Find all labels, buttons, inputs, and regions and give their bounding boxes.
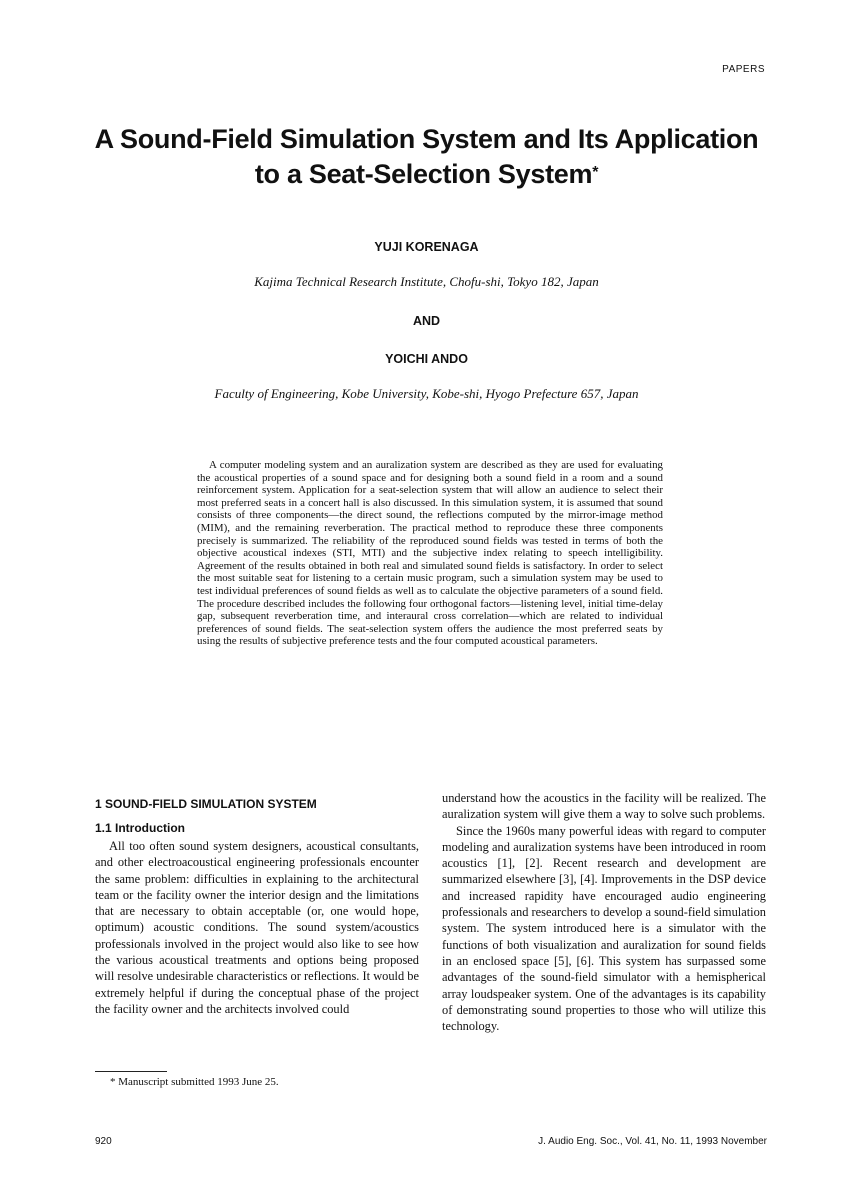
subsection-heading: 1.1 Introduction: [95, 821, 185, 835]
author-conjunction: AND: [412, 314, 441, 328]
body-paragraph: All too often sound system designers, acoustical consultants, and other electroacoustical engineering professionals encounter the same problem: difficulties in explaining to the architectural team or the facility owner the interior design and the limitations that are necessary to obtain acceptable (or, one would hope, optimum) acoustic conditions. The sound system/acoustics professionals involved in the project would also like to see how the various acoustical treatments and options being proposed will resolve undesirable characteristics or reflections. It would be extremely helpful if during the conceptual phase of the project the facility owner and the architects involved could: [95, 839, 419, 1016]
paper-title: [60, 122, 793, 192]
title-line-1: A Sound-Field Simulation System and Its Application: [94, 124, 759, 154]
body-paragraph: Since the 1960s many powerful ideas with regard to computer modeling and auralization systems have been introduced in room acoustics [1], [2]. Recent research and development are summarized elsewhere [3], [4]. Improvements in the DSP device and increased rapidity have encouraged audio engineering professionals and researchers to develop a sound-field simulation system. The system introduced here is a simulator with the functions of both visualization and auralization for sound fields in an enclosed space [5], [6]. This system has surpassed some advantages of the sound-field simulator with a hemispherical array loudspeaker system. One of the advantages is its capability of demonstrating sound properties to those who will utilize this technology.: [442, 823, 766, 1034]
title-footnote-marker: *: [592, 164, 599, 181]
footnote-divider: [95, 1071, 167, 1072]
footnote: * Manuscript submitted 1993 June 25.: [110, 1076, 279, 1088]
title-line-2: [60, 157, 793, 192]
section-heading: 1 SOUND-FIELD SIMULATION SYSTEM: [95, 797, 317, 811]
abstract: A computer modeling system and an auralization system are described as they are used for evaluating the acoustical properties of a sound space and for designing both a sound field in a room and a sound reinforcement system. Application for a seat-selection system that will allow an audience to select their most preferred seats in a concert hall is also discussed. In this simulation system, it is assumed that sound consists of three components—the direct sound, the reflections computed by the mirror-image method (MIM), and the remaining reverberation. The practical method to reproduce these three components precisely is summarized. The reliability of the reproduced sound fields was tested in terms of both the objective acoustical indexes (STI, MTI) and the subjective index relating to speech intelligibility. Agreement of the results obtained in both real and simulated sound fields is satisfactory. In order to select the most suitable seat for listening to a certain music program, such a simulation system may be used to test individual preferences of sound fields as well as to calculate the objective parameters of a sound field. The procedure described includes the following four orthogonal factors—listening level, initial time-delay gap, subsequent reverberation time, and interaural cross correlation—which are related to individual preferences of sound fields. The seat-selection system offers the audience the most preferred seats by using the results of subjective preference tests and the four computed acoustical parameters.: [197, 459, 663, 648]
left-column: [95, 790, 419, 1017]
author-name-2: YOICHI ANDO: [385, 352, 468, 366]
body-paragraph-continued: understand how the acoustics in the facility will be realized. The auralization system will give them a way to solve such problems.: [442, 791, 766, 822]
title-line-2-text: to a Seat-Selection System: [254, 159, 593, 189]
author-name-1: YUJI KORENAGA: [374, 240, 479, 254]
journal-reference: J. Audio Eng. Soc., Vol. 41, No. 11, 1993 November: [538, 1136, 767, 1147]
author-affiliation-1: Kajima Technical Research Institute, Chofu-shi, Tokyo 182, Japan: [254, 274, 599, 289]
right-column: [442, 790, 766, 1034]
author-affiliation-2: Faculty of Engineering, Kobe University, Kobe-shi, Hyogo Prefecture 657, Japan: [214, 386, 639, 401]
page-number: 920: [95, 1136, 112, 1147]
section-label: PAPERS: [722, 64, 765, 75]
